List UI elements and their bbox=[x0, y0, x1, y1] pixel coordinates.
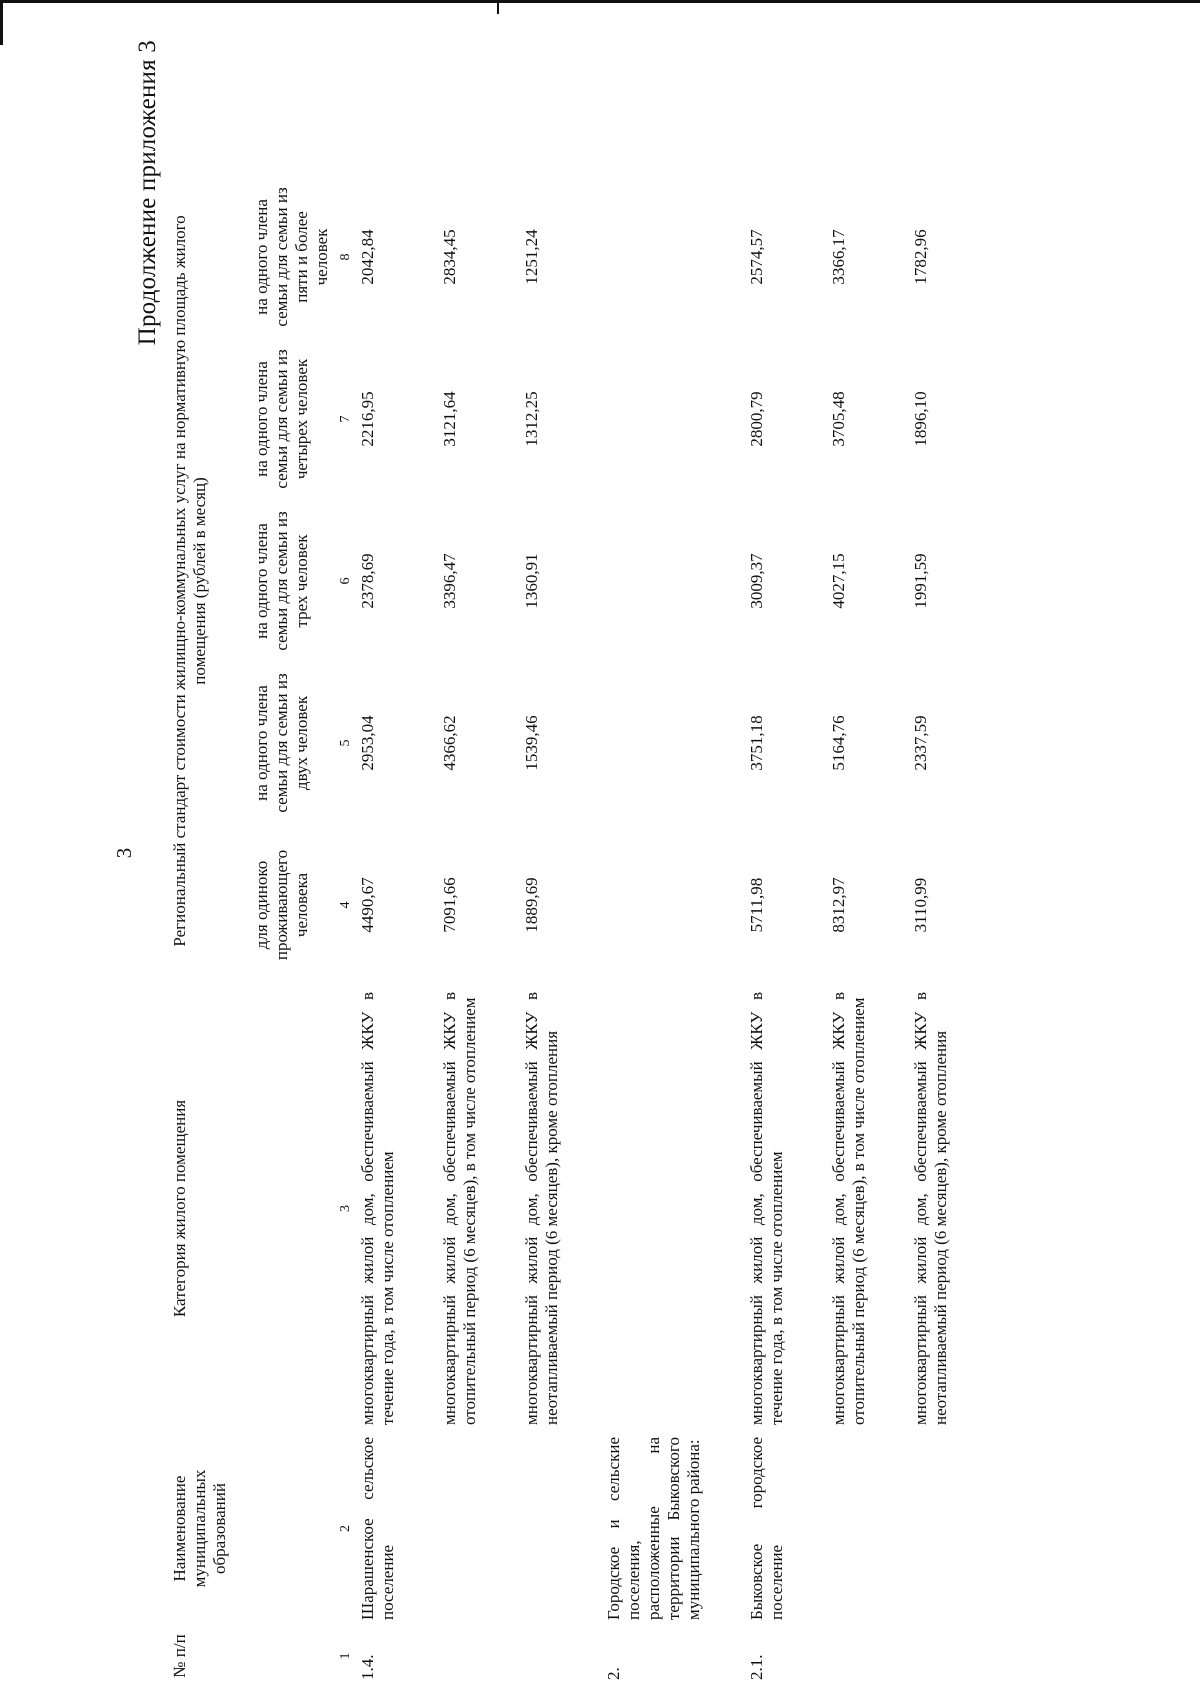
municipality-name bbox=[398, 1431, 480, 1626]
value-family-2: 5164,76 bbox=[828, 715, 848, 771]
value-family-3 bbox=[562, 500, 704, 662]
header-name: Наименование муниципальных образований bbox=[170, 1469, 230, 1588]
value-single: 4490,67 bbox=[358, 877, 377, 933]
housing-category: многоквартирный жилой дом, обеспечиваемый ЖКУ в неотапливаемый период (6 месяцев), кроме отопления bbox=[522, 992, 562, 1425]
header-category: Категория жилого помещения bbox=[170, 1099, 189, 1318]
housing-category bbox=[562, 986, 704, 1431]
value-family-4 bbox=[562, 338, 704, 500]
value-family-5plus: 1251,24 bbox=[522, 229, 542, 285]
row-number: 1.4. bbox=[358, 1654, 377, 1680]
municipality-name bbox=[869, 1431, 951, 1626]
housing-category: многоквартирный жилой дом, обеспечиваемый ЖКУ в течение года, в том числе отоплением bbox=[746, 992, 786, 1425]
table-row bbox=[787, 176, 869, 1686]
header-standard-group: Региональный стандарт стоимости жилищно-коммунальных услуг на нормативную площадь жилого помещения (рублей в месяц) bbox=[170, 215, 210, 947]
value-family-4: 2216,95 bbox=[358, 391, 377, 447]
row-number bbox=[869, 1626, 951, 1686]
municipality-name: Городское и сельские поселения, расположенные на территории Быковского муниципального района: bbox=[604, 1437, 704, 1620]
header-sub-3: на одного члена семьи для семьи из трех человек bbox=[252, 511, 312, 651]
col-number-3: 3 bbox=[338, 1205, 353, 1212]
table-header bbox=[170, 176, 358, 1686]
housing-category: многоквартирный жилой дом, обеспечиваемый ЖКУ в отопительный период (6 месяцев), в том числе отоплением bbox=[828, 992, 868, 1425]
value-family-3: 2378,69 bbox=[358, 553, 377, 609]
value-family-3: 1360,91 bbox=[522, 553, 542, 609]
value-family-4: 2800,79 bbox=[746, 391, 766, 447]
col-number-4: 4 bbox=[338, 901, 353, 909]
value-family-5plus: 2042,84 bbox=[358, 229, 377, 285]
value-family-5plus bbox=[562, 176, 704, 338]
header-sub-1: для одиноко проживающего человека bbox=[252, 849, 312, 961]
table-row bbox=[562, 176, 704, 1686]
header-no: № п/п bbox=[170, 1634, 189, 1678]
col-number-1: 1 bbox=[338, 1652, 353, 1660]
table-body bbox=[358, 176, 951, 1686]
value-single: 7091,66 bbox=[440, 877, 460, 933]
value-family-4: 3705,48 bbox=[828, 391, 848, 447]
value-family-4: 1896,10 bbox=[910, 391, 930, 447]
value-family-4: 1312,25 bbox=[522, 391, 542, 447]
municipality-name: Быковское городское поселение bbox=[746, 1437, 786, 1620]
housing-category: многоквартирный жилой дом, обеспечиваемый ЖКУ в отопительный период (6 месяцев), в том числе отоплением bbox=[440, 992, 480, 1425]
value-family-2 bbox=[562, 662, 704, 824]
continuation-title: Продолжение приложения 3 bbox=[134, 40, 161, 346]
value-single: 5711,98 bbox=[746, 877, 766, 933]
value-family-2: 4366,62 bbox=[440, 715, 460, 771]
row-number bbox=[787, 1626, 869, 1686]
table-row bbox=[705, 176, 787, 1686]
col-number-6: 6 bbox=[338, 577, 353, 585]
value-family-3: 3396,47 bbox=[440, 553, 460, 609]
value-single bbox=[562, 824, 704, 986]
municipality-name bbox=[787, 1431, 869, 1626]
value-family-2: 3751,18 bbox=[746, 715, 766, 771]
value-family-3: 1991,59 bbox=[910, 553, 930, 609]
header-sub-5: на одного члена семьи для семьи из пяти и более человек bbox=[252, 187, 332, 327]
table-row bbox=[398, 176, 480, 1686]
table-row bbox=[869, 176, 951, 1686]
value-single: 1889,69 bbox=[522, 877, 542, 933]
row-number: 2.1. bbox=[746, 1654, 766, 1680]
value-family-2: 2953,04 bbox=[358, 715, 377, 771]
row-number bbox=[398, 1626, 480, 1686]
table-row bbox=[480, 176, 562, 1686]
page-number: 3 bbox=[112, 847, 136, 859]
row-number: 2. bbox=[604, 1667, 624, 1680]
tariff-table bbox=[170, 176, 951, 1686]
value-family-3: 4027,15 bbox=[828, 553, 848, 609]
value-family-5plus: 1782,96 bbox=[910, 229, 930, 285]
value-family-3: 3009,37 bbox=[746, 553, 766, 609]
header-sub-4: на одного члена семьи для семьи из четырех человек bbox=[252, 349, 312, 489]
value-family-5plus: 3366,17 bbox=[828, 229, 848, 285]
table-row bbox=[358, 176, 398, 1686]
row-number bbox=[480, 1626, 562, 1686]
housing-category: многоквартирный жилой дом, обеспечиваемый ЖКУ в течение года, в том числе отоплением bbox=[358, 992, 398, 1425]
value-family-2: 2337,59 bbox=[910, 715, 930, 771]
col-number-5: 5 bbox=[338, 739, 353, 747]
value-family-5plus: 2574,57 bbox=[746, 229, 766, 285]
value-family-5plus: 2834,45 bbox=[440, 229, 460, 285]
value-single: 8312,97 bbox=[828, 877, 848, 933]
municipality-name bbox=[480, 1431, 562, 1626]
value-family-2: 1539,46 bbox=[522, 715, 542, 771]
value-family-4: 3121,64 bbox=[440, 391, 460, 447]
header-sub-2: на одного члена семьи для семьи из двух человек bbox=[252, 673, 312, 813]
value-single: 3110,99 bbox=[910, 877, 930, 933]
col-number-7: 7 bbox=[338, 415, 353, 423]
municipality-name: Шарашенское сельское поселение bbox=[358, 1437, 398, 1620]
housing-category: многоквартирный жилой дом, обеспечиваемый ЖКУ в неотапливаемый период (6 месяцев), кроме отопления bbox=[910, 992, 950, 1425]
col-number-8: 8 bbox=[338, 253, 353, 261]
col-number-2: 2 bbox=[338, 1525, 353, 1532]
